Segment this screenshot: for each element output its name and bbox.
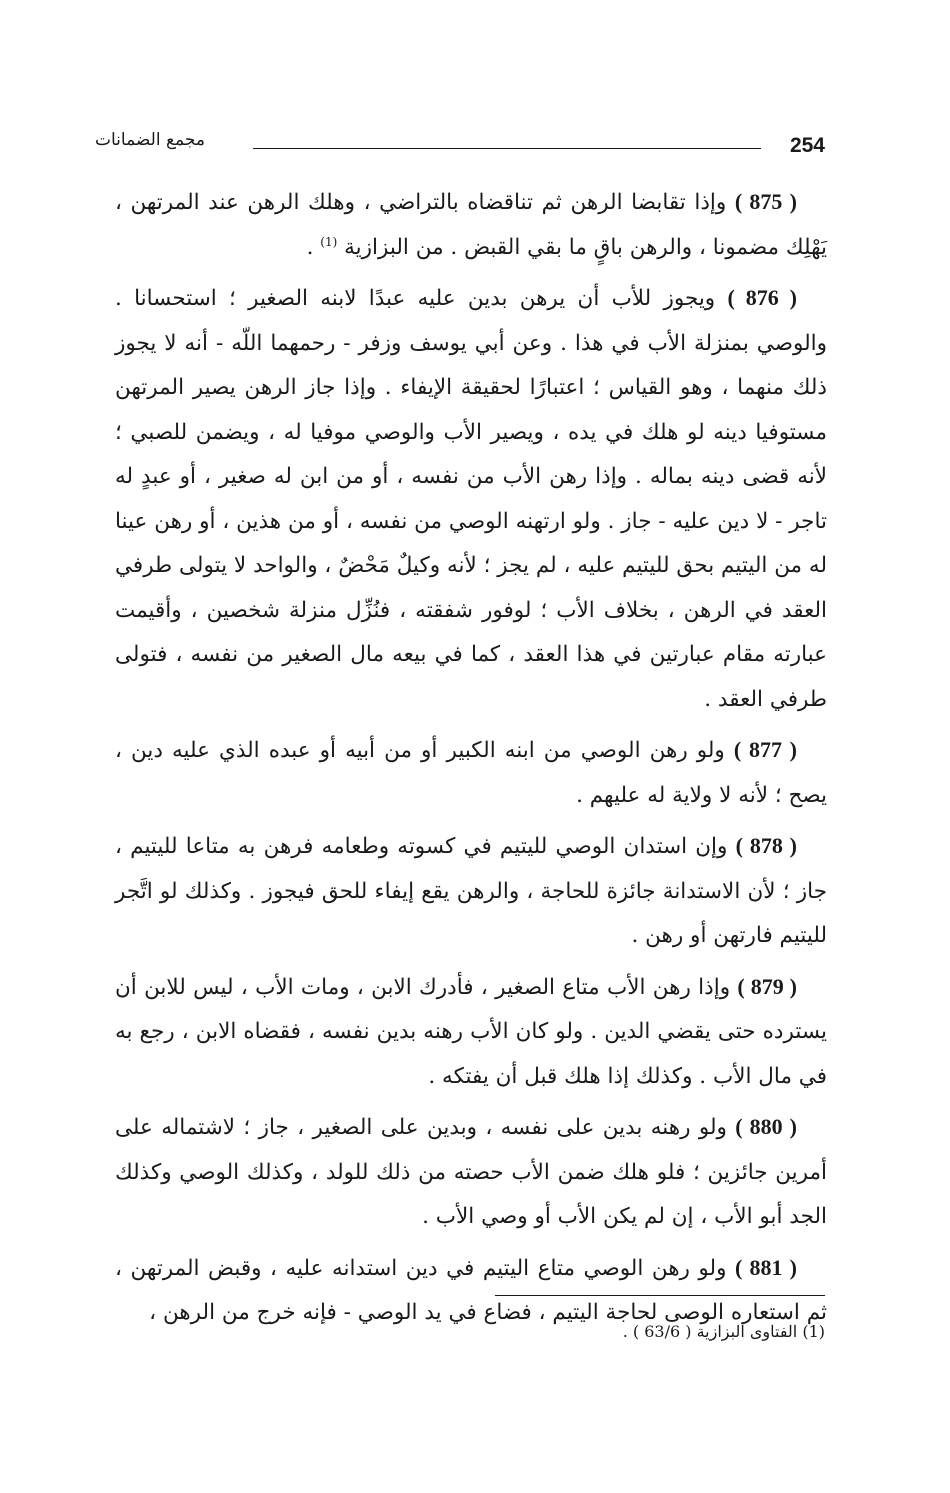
page-number: 254 [789,134,825,157]
paragraph-number: ( 880 ) [735,1114,798,1139]
paragraph-875 [115,180,827,270]
paragraph-number: ( 879 ) [737,973,798,999]
paragraph-number: ( 877 ) [733,737,798,762]
paragraph-880 [115,1105,827,1240]
paragraph-text: وإن استدان الوصي لليتيم في كسوته وطعامه فرهن به متاعا لليتيم ، جاز ؛ لأن الاستدانة جائزة للحاجة ، والرهن يقع إيفاء للحق فيجوز . وكذلك لو اتَّجر لليتيم فارتهن أو رهن . [115,834,827,948]
paragraph-text: ويجوز للأب أن يرهن بدين عليه عبدًا لابنه الصغير ؛ استحسانا . والوصي بمنزلة الأب في هذا . وعن أبي يوسف وزفر - رحمهما اللّه - أنه لا يجوز ذلك منهما ، وهو القياس ؛ اعتبارًا لحقيقة الإيفاء . وإذا جاز الرهن يصير المرتهن مستوفيا دينه لو هلك في يده ، ويصير الأب والوصي موفيا له ، ويضمن للصبي ؛ لأنه قضى دينه بماله . وإذا رهن الأب من نفسه ، أو من ابن له صغير ، أو عبدٍ له تاجر - لا دين عليه - جاز . ولو ارتهنه الوصي من نفسه ، أو من هذين ، أو رهن عينا له من اليتيم بحق لليتيم عليه ، لم يجز ؛ لأنه وكيلٌ مَحْضٌ ، والواحد لا يتولى طرفي العقد في الرهن ، بخلاف الأب ؛ لوفور شفقته ، فنُزِّل منزلة شخصين ، وأقيمت عبارته مقام عبارتين في هذا العقد ، كما في بيعه مال الصغير من نفسه ، فتولى طرفي العقد . [115,286,827,712]
paragraph-text: ولو رهنه بدين على نفسه ، وبدين على الصغير ، جاز ؛ لاشتماله على أمرين جائزين ؛ فلو هلك ضمن الأب حصته من ذلك للولد ، وكذلك الوصي وكذلك الجد أبو الأب ، إن لم يكن الأب أو وصي الأب . [115,1115,827,1229]
footnote: (1) الفتاوى البزازية ( 63/6 ) . [622,1322,825,1341]
paragraph-877 [115,728,827,818]
paragraph-text: وإذا رهن الأب متاع الصغير ، فأدرك الابن ، ومات الأب ، ليس للابن أن يسترده حتى يقضي الدين . ولو كان الأب رهنه بدين نفسه ، فقضاه الابن ، رجع به في مال الأب . وكذلك إذا هلك قبل أن يفتكه . [115,974,827,1089]
running-title: مجمع الضمانات [95,130,205,150]
paragraph-879 [115,965,827,1100]
paragraph-number: ( 881 ) [735,1254,797,1280]
paragraph-tail: . [306,234,321,260]
footnote-separator [495,1295,825,1296]
paragraph-text: ولو رهن الوصي متاع اليتيم في دين استدانه عليه ، وقبض المرتهن ، ثم استعاره الوصى لحاجة اليتيم ، فضاع في يد الوصي - فإنه خرج من الرهن ، [115,1255,827,1325]
paragraph-number: ( 875 ) [734,189,797,214]
paragraph-876 [115,276,827,722]
page-header [95,128,825,168]
main-text [115,180,827,1342]
footnote-reference: (1) [320,234,338,249]
paragraph-number: ( 878 ) [735,833,797,858]
paragraph-text: ولو رهن الوصي من ابنه الكبير أو من أبيه أو عبده الذي عليه دين ، يصح ؛ لأنه لا ولاية له عليهم . [115,738,827,808]
header-rule [253,148,761,149]
paragraph-text: وإذا تقابضا الرهن ثم تناقضاه بالتراضي ، وهلك الرهن عند المرتهن ، يَهْلِك مضمونا ، والرهن باقٍ ما بقي القبض . من البزازية [115,190,827,260]
paragraph-878 [115,824,827,959]
paragraph-number: ( 876 ) [727,285,798,310]
